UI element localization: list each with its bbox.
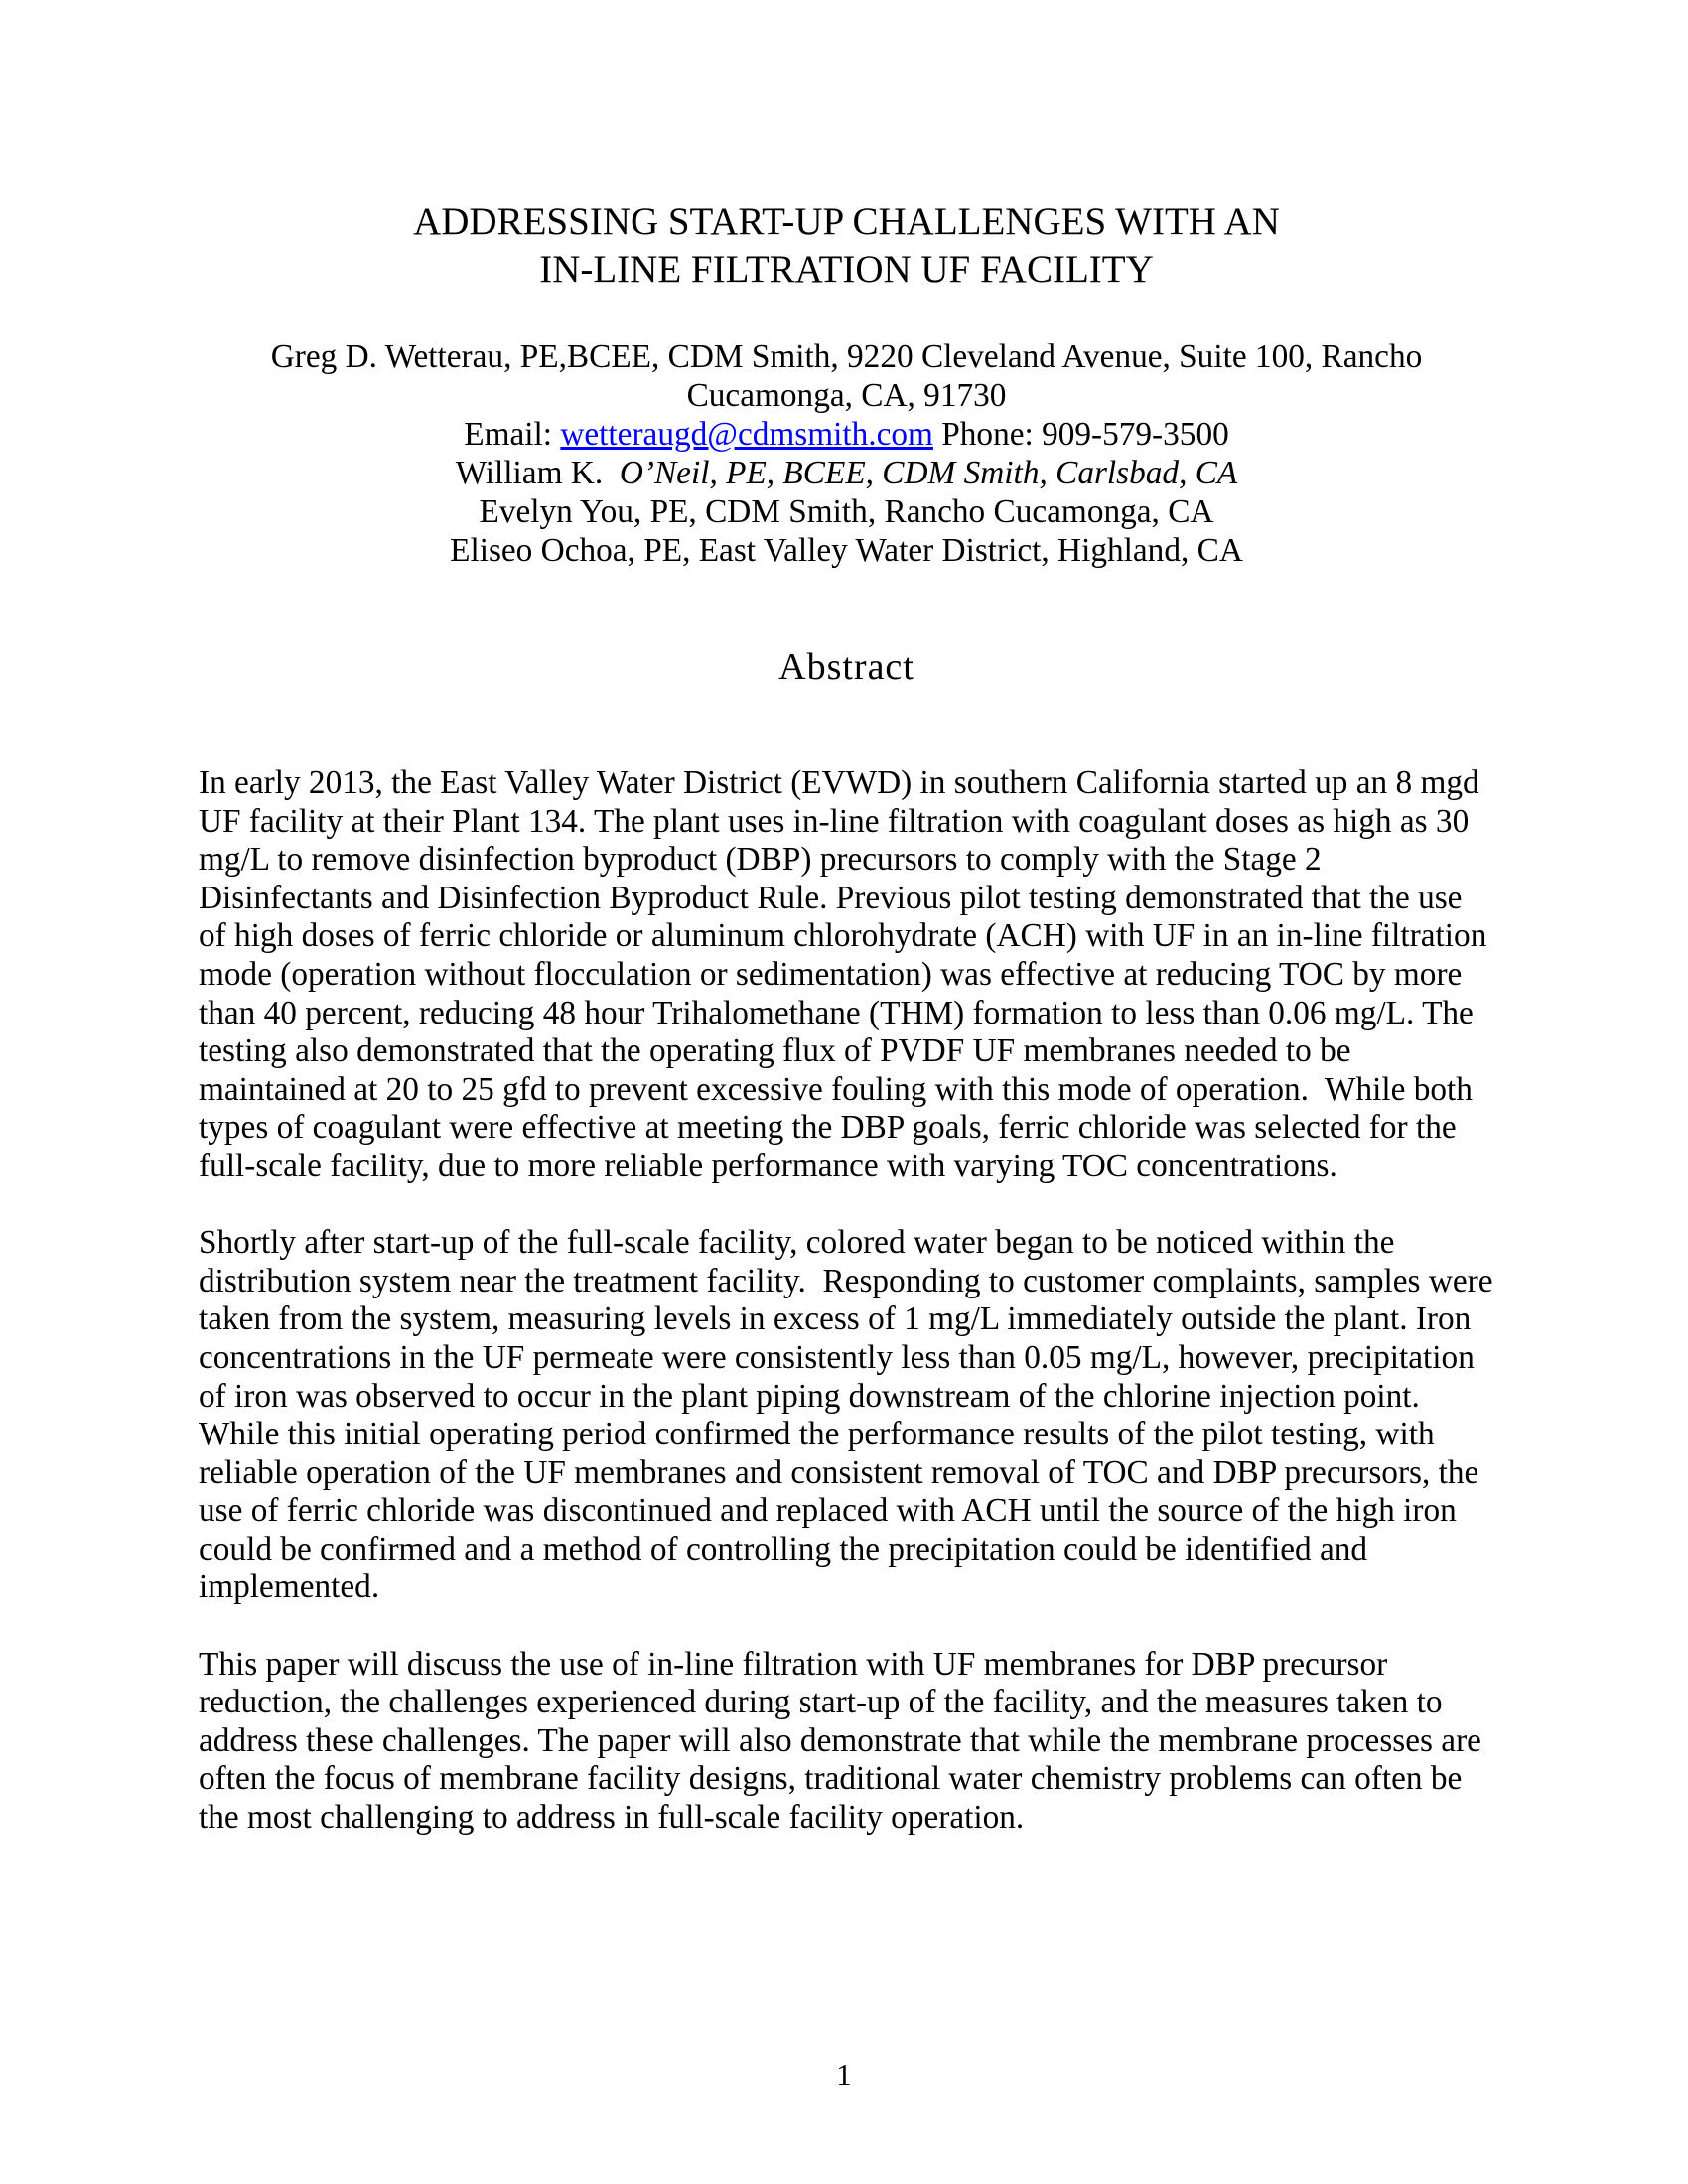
- abstract-paragraph-2: Shortly after start-up of the full-scale facility, colored water began to be noticed within the distribution system near the treatment facility. Responding to customer complaints, samples were taken from the system, measuring levels in excess of 1 mg/L immediately outside the plant. Iron concentrations in the UF permeate were consistently less than 0.05 mg/L, however, precipitation of iron was observed to occur in the plant piping downstream of the chlorine injection point. While this initial operating period confirmed the performance results of the pilot testing, with reliable operation of the UF membranes and consistent removal of TOC and DBP precursors, the use of ferric chloride was discontinued and replaced with ACH until the source of the high iron could be confirmed and a method of controlling the precipitation could be identified and implemented.: [199, 1224, 1501, 1606]
- author-contact-line: [199, 415, 1494, 454]
- email-label: Email:: [464, 416, 561, 453]
- author-2-name: William K.: [455, 455, 620, 491]
- abstract-paragraph-3: This paper will discuss the use of in-line filtration with UF membranes for DBP precursor reduction, the challenges experienced during start-up of the facility, and the measures taken to address these challenges. The paper will also demonstrate that while the membrane processes are often the focus of membrane facility designs, traditional water chemistry problems can often be the most challenging to address in full-scale facility operation.: [199, 1645, 1490, 1837]
- author-3-line: Evelyn You, PE, CDM Smith, Rancho Cucamonga, CA: [479, 493, 1214, 530]
- author-primary-line1: Greg D. Wetterau, PE,BCEE, CDM Smith, 9220 Cleveland Avenue, Suite 100, Rancho: [270, 339, 1423, 375]
- author-4-line: Eliseo Ochoa, PE, East Valley Water District, Highland, CA: [450, 532, 1243, 569]
- page-content: [199, 199, 1501, 1875]
- abstract-heading: Abstract: [778, 646, 914, 688]
- paper-title-line2: IN-LINE FILTRATION UF FACILITY: [539, 248, 1154, 291]
- page-number: 1: [836, 2057, 852, 2092]
- email-link[interactable]: wetteraugd@cdmsmith.com: [560, 416, 933, 453]
- abstract-body: [199, 764, 1501, 1838]
- abstract-paragraph-1: In early 2013, the East Valley Water District (EVWD) in southern California started up an 8 mgd UF facility at their Plant 134. The plant uses in-line filtration with coagulant doses as high as 30 mg/L to remove disinfection byproduct (DBP) precursors to comply with the Stage 2 Disinfectants and Disinfection Byproduct Rule. Previous pilot testing demonstrated that the use of high doses of ferric chloride or aluminum chlorohydrate (ACH) with UF in an in-line filtration mode (operation without flocculation or sedimentation) was effective at reducing TOC by more than 40 percent, reducing 48 hour Trihalomethane (THM) formation to less than 0.06 mg/L. The testing also demonstrated that the operating flux of PVDF UF membranes needed to be maintained at 20 to 25 gfd to prevent excessive fouling with this mode of operation. While both types of coagulant were effective at meeting the DBP goals, ferric chloride was selected for the full-scale facility, due to more reliable performance with varying TOC concentrations.: [199, 764, 1495, 1184]
- paper-title: [199, 199, 1494, 294]
- author-2-line: [199, 454, 1494, 492]
- paper-title-line1: ADDRESSING START-UP CHALLENGES WITH AN: [413, 201, 1280, 243]
- author-2-affiliation: O’Neil, PE, BCEE, CDM Smith, Carlsbad, CA: [619, 455, 1238, 491]
- phone-text: Phone: 909-579-3500: [932, 416, 1229, 453]
- author-primary-line2: Cucamonga, CA, 91730: [686, 377, 1007, 414]
- author-block: [199, 338, 1494, 570]
